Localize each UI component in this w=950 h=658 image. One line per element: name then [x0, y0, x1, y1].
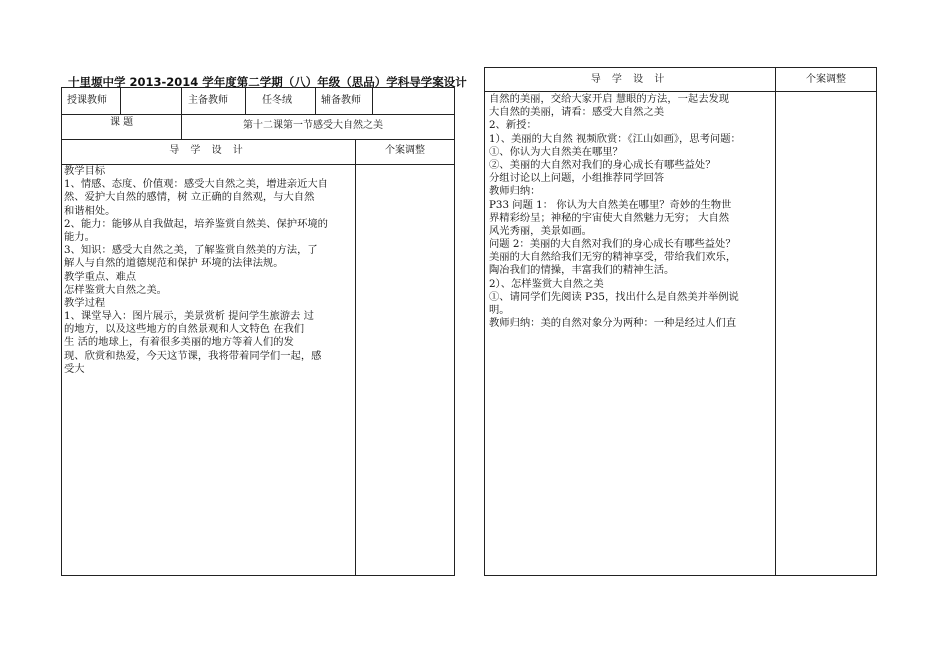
left-header-main: 导 学 设 计	[169, 145, 247, 156]
left-content-line: 和谐相处。	[64, 204, 116, 217]
right-content-line: 大自然的美丽，请看：感受大自然之美	[489, 106, 665, 119]
right-content-line: 陶冶我们的情操，丰富我们的精神生活。	[489, 264, 675, 277]
left-content-line: 教学重点、难点	[64, 270, 137, 283]
right-content-line: 分组讨论以上问题，小组推荐同学回答	[489, 172, 665, 185]
right-content-line: 问题 2：美丽的大自然对我们的身心成长有哪些益处？	[489, 238, 736, 251]
left-content	[64, 165, 354, 376]
right-content-line: 明。	[489, 304, 510, 316]
left-content-line: 教学过程	[64, 296, 106, 309]
left-content-line: 受大	[64, 362, 85, 375]
left-header-side: 个案调整	[385, 145, 425, 156]
left-content-line: 能力。	[64, 230, 95, 243]
right-row-divider-1	[484, 91, 877, 92]
right-content-line: ①、你认为大自然美在哪里？	[489, 145, 623, 158]
left-col-divider-a	[120, 87, 121, 114]
left-content-line: 1、情感、态度、价值观：感受大自然之美，增进亲近大自	[64, 178, 328, 191]
left-col-divider-b	[181, 87, 182, 139]
right-content-line: P33 问题 1： 你认为大自然美在哪里？奇妙的生物世	[489, 198, 732, 211]
right-content	[489, 93, 774, 330]
left-content-line: 的地方，以及这些地方的自然景观和人文特色 在我们	[64, 323, 305, 336]
right-content-line: 自然的美丽，交给大家开启 慧眼的方法，一起去发现	[489, 93, 730, 105]
teacher-label: 授课教师	[67, 95, 107, 106]
right-content-line: 1）、美丽的大自然 视频欣赏：《江山如画》，思考问题：	[489, 132, 741, 145]
left-col-divider-e	[372, 87, 373, 114]
left-content-line: 现、欣赏和热爱，今天这节课，我将带着同学们一起，感	[64, 349, 322, 362]
right-content-line: ①、请同学们先阅读 P35，找出什么是自然美并举例说	[489, 290, 739, 303]
left-col-divider-side	[355, 139, 356, 576]
right-content-line: 界精彩纷呈；神秘的宇宙使大自然魅力无穷； 大自然	[489, 211, 730, 224]
left-content-line: 教学目标	[64, 165, 106, 177]
left-content-line: 2、能力：能够从自我做起，培养鉴赏自然美、保护环境的	[64, 217, 328, 230]
left-row-divider-2	[61, 139, 455, 140]
lead-teacher-label: 主备教师	[188, 95, 228, 106]
right-content-line: 教师归纳：	[489, 185, 541, 198]
right-content-line: 美丽的大自然给我们无穷的精神享受，带给我们欢乐，	[489, 251, 737, 264]
lesson-label: 课 题	[110, 117, 134, 128]
left-content-line: 3、知识：感受大自然之美，了解鉴赏自然美的方法，了	[64, 244, 318, 257]
left-content-line: 1、课堂导入：图片展示，美景赏析 提问学生旅游去 过	[64, 310, 314, 323]
right-content-line: ②、美丽的大自然对我们的身心成长有哪些益处？	[489, 158, 716, 171]
page-title: 十里塬中学 2013-2014 学年度第二学期（八）年级（思品）学科导学案设计	[68, 75, 467, 89]
right-content-line: 2）、怎样鉴赏大自然之美	[489, 277, 604, 290]
right-col-divider-side	[775, 67, 776, 576]
right-content-line: 风光秀丽，美景如画。	[489, 224, 592, 237]
left-content-line: 生 活的地球上，有着很多美丽的地方等着人们的发	[64, 336, 294, 349]
left-content-line: 然、爱护大自然的感情，树 立正确的自然观，与大自然	[64, 191, 315, 204]
lead-teacher-value: 任冬绒	[262, 95, 292, 106]
right-header-main: 导 学 设 计	[590, 74, 669, 85]
left-content-line: 怎样鉴赏大自然之美。	[64, 283, 167, 296]
right-header-side: 个案调整	[806, 74, 846, 85]
left-row-divider-1	[61, 114, 455, 115]
right-content-line: 2、新授：	[489, 119, 537, 132]
lesson-title: 第十二课第一节感受大自然之美	[243, 120, 383, 131]
assist-teacher-label: 辅备教师	[321, 95, 361, 106]
right-content-line: 教师归纳：美的自然对象分为两种：一种是经过人们直	[489, 317, 737, 330]
left-content-line: 解人与自然的道德规范和保护 环境的法律法规。	[64, 257, 284, 270]
left-col-divider-c	[245, 87, 246, 114]
left-col-divider-d	[315, 87, 316, 114]
